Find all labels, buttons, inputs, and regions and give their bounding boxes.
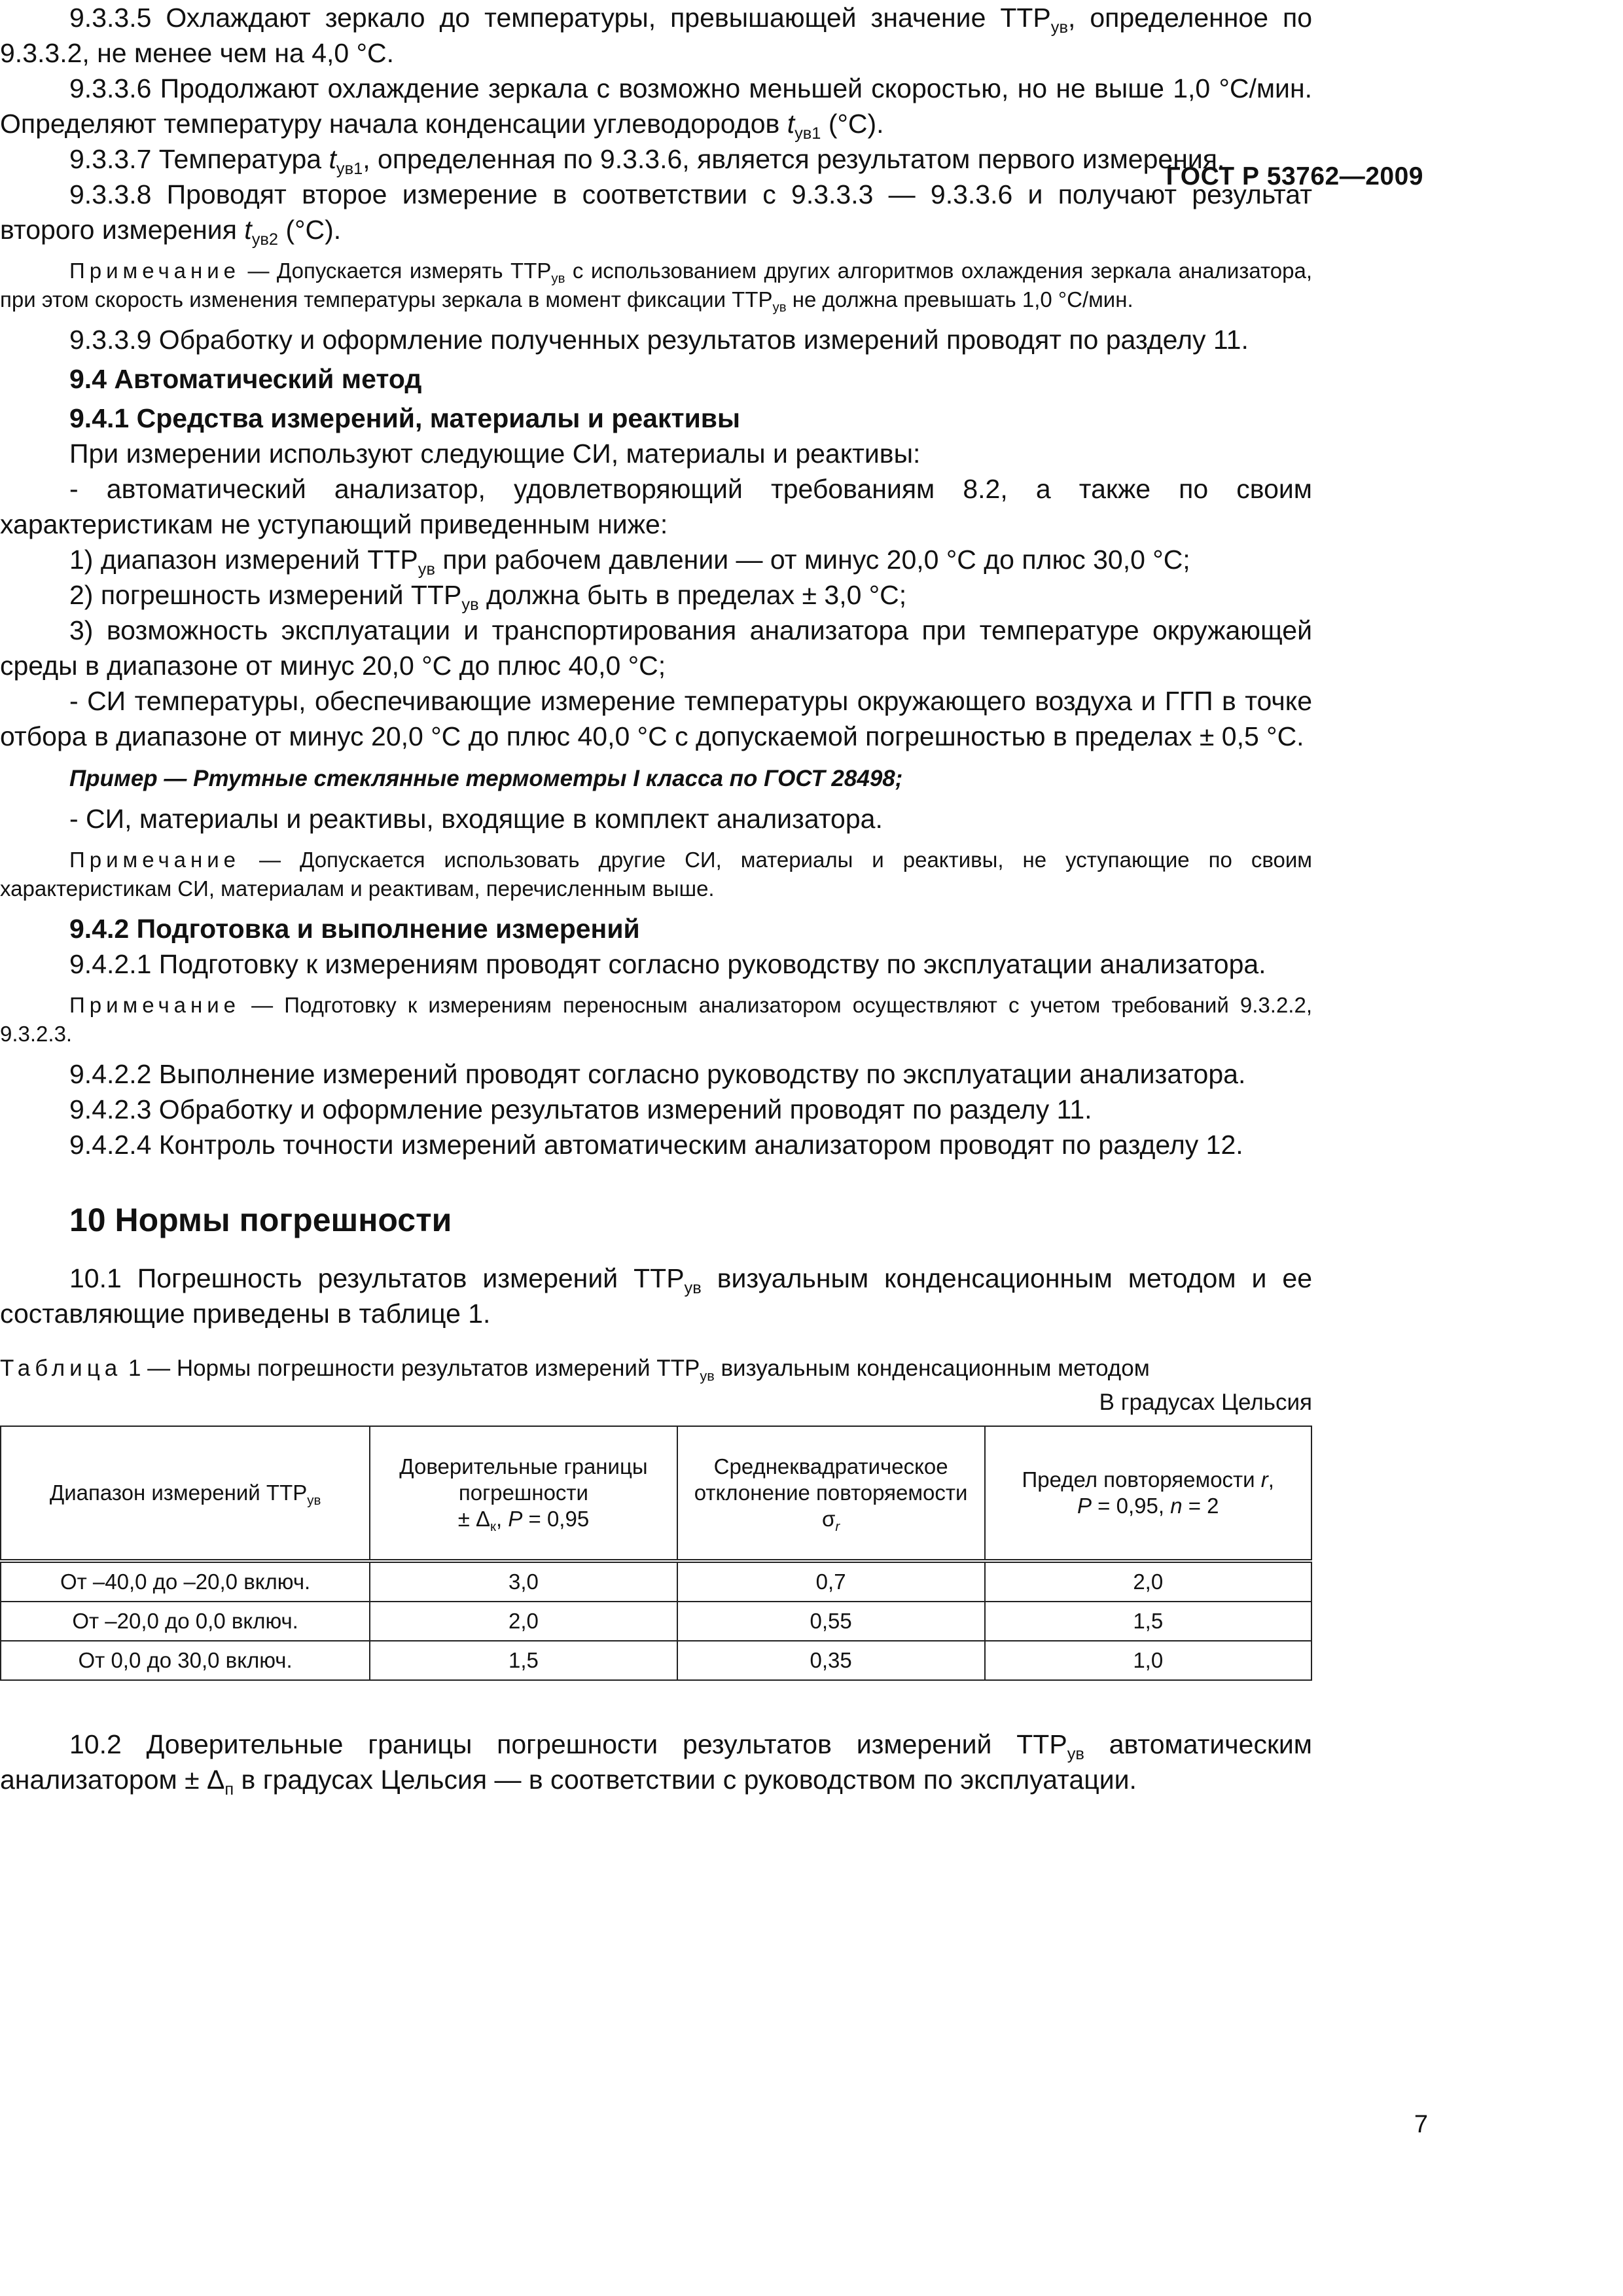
paragraph-9-3-3-6: 9.3.3.6 Продолжают охлаждение зеркала с возможно меньшей скоростью, но не выше 1,0 °С/мин. Определяют температуру начала конденсации углеводородов $t_{ув1}$ (°С). bbox=[0, 73, 1312, 143]
list-item-2: 2) погрешность измерений $ТТР_{ув}$ должна быть в пределах ± 3,0 °С; bbox=[69, 580, 907, 614]
header-std-deviation: Среднеквадратическое отклонение повторяемости $\sigma_r$ bbox=[677, 1426, 985, 1561]
paragraph-10-1: 10.1 Погрешность результатов измерений $ТТР_{ув}$ визуальным конденсационным методом и ее составляющие приведены в таблице 1. bbox=[0, 1263, 1313, 1329]
cell-confidence: 1,5 bbox=[370, 1641, 677, 1680]
paragraph-9-4-2-2: 9.4.2.2 Выполнение измерений проводят согласно руководству по эксплуатации анализатора. bbox=[69, 1059, 1246, 1089]
note-other-instruments: Примечание — Допускается использовать другие СИ, материалы и реактивы, не уступающие по своим характеристикам СИ, материалам и реактивам, перечисленным выше. bbox=[0, 848, 1312, 901]
cell-std: 0,7 bbox=[677, 1561, 985, 1602]
heading-9-4-1: 9.4.1 Средства измерений, материалы и реактивы bbox=[69, 403, 740, 433]
cell-range: От –40,0 до –20,0 включ. bbox=[1, 1561, 370, 1602]
paragraph-9-4-1-thermometers: - СИ температуры, обеспечивающие измерение температуры окружающего воздуха и ГГП в точке отбора в диапазоне от минус 20,0 °С до плюс 40,0 °С с допускаемой погрешностью в пределах ± 0,5 °С. bbox=[0, 686, 1312, 751]
paragraph-9-3-3-9: 9.3.3.9 Обработку и оформление полученных результатов измерений проводят по разделу 11. bbox=[69, 325, 1249, 355]
document-header: ГОСТ Р 53762—2009 bbox=[1166, 162, 1423, 190]
header-repeatability-limit: Предел повторяемости r, P = 0,95, n = 2 bbox=[985, 1426, 1311, 1561]
paragraph-9-3-3-7: 9.3.3.7 Температура $t_{ув1}$, определенная по 9.3.3.6, является результатом первого измерения. bbox=[69, 144, 1225, 178]
list-item-1: 1) диапазон измерений $ТТР_{ув}$ при рабочем давлении — от минус 20,0 °С до плюс 30,0 °С; bbox=[69, 545, 1190, 579]
table-row bbox=[1, 1641, 1311, 1680]
page-number: 7 bbox=[1414, 2111, 1428, 2138]
table-row bbox=[1, 1602, 1311, 1641]
cell-std: 0,35 bbox=[677, 1641, 985, 1680]
paragraph-9-4-1-intro: При измерении используют следующие СИ, материалы и реактивы: bbox=[69, 439, 921, 469]
note-measure-algorithms: Примечание — Допускается измерять $ТТР_{ув}$ с использованием других алгоритмов охлаждения зеркала анализатора, при этом скорость изменения температуры зеркала в момент фиксации $ТТР_{ув}$ не должна превышать 1,0 °С/мин. bbox=[0, 259, 1312, 315]
cell-range: От 0,0 до 30,0 включ. bbox=[1, 1641, 370, 1680]
heading-section-10: 10 Нормы погрешности bbox=[69, 1202, 452, 1238]
paragraph-9-4-2-3: 9.4.2.3 Обработку и оформление результатов измерений проводят по разделу 11. bbox=[69, 1094, 1092, 1124]
note-portable-analyzer: Примечание — Подготовку к измерениям переносным анализатором осуществляют с учетом требований 9.3.2.2, 9.3.2.3. bbox=[0, 993, 1312, 1046]
cell-limit: 1,0 bbox=[985, 1641, 1311, 1680]
example-thermometers: Пример — Ртутные стеклянные термометры I класса по ГОСТ 28498; bbox=[69, 766, 903, 791]
cell-confidence: 2,0 bbox=[370, 1602, 677, 1641]
paragraph-9-4-2-4: 9.4.2.4 Контроль точности измерений автоматическим анализатором проводят по разделу 12. bbox=[69, 1130, 1243, 1160]
cell-confidence: 3,0 bbox=[370, 1561, 677, 1602]
table-1-caption: Таблица 1 — Нормы погрешности результатов измерений $ТТР_{ув}$ визуальным конденсационным методом bbox=[0, 1355, 1150, 1384]
paragraph-9-3-3-5: 9.3.3.5 Охлаждают зеркало до температуры, превышающей значение $ТТР_{ув}$, определенное по 9.3.3.2, не менее чем на 4,0 °С. bbox=[0, 3, 1312, 68]
heading-9-4: 9.4 Автоматический метод bbox=[69, 364, 422, 394]
paragraph-9-4-2-1: 9.4.2.1 Подготовку к измерениям проводят согласно руководству по эксплуатации анализатора. bbox=[69, 949, 1266, 979]
paragraph-10-2: 10.2 Доверительные границы погрешности результатов измерений $ТТР_{ув}$ автоматическим анализатором ± $\Delta_п$ в градусах Цельсия — в соответствии с руководством по эксплуатации. bbox=[0, 1729, 1312, 1799]
cell-limit: 1,5 bbox=[985, 1602, 1311, 1641]
header-confidence-bounds: Доверительные границы погрешности ± $\Delta_к$, P = 0,95 bbox=[370, 1426, 677, 1561]
paragraph-9-4-1-analyzer: - автоматический анализатор, удовлетворяющий требованиям 8.2, а также по своим характеристикам не уступающий приведенным ниже: bbox=[0, 474, 1312, 539]
paragraph-9-4-1-kit: - СИ, материалы и реактивы, входящие в комплект анализатора. bbox=[69, 804, 883, 834]
paragraph-9-3-3-8: 9.3.3.8 Проводят второе измерение в соответствии с 9.3.3.3 — 9.3.3.6 и получают результат второго измерения $t_{ув2}$ (°С). bbox=[0, 179, 1312, 249]
table-1-units: В градусах Цельсия bbox=[1099, 1390, 1312, 1415]
cell-limit: 2,0 bbox=[985, 1561, 1311, 1602]
cell-range: От –20,0 до 0,0 включ. bbox=[1, 1602, 370, 1641]
cell-std: 0,55 bbox=[677, 1602, 985, 1641]
header-range: Диапазон измерений $ТТР_{ув}$ bbox=[1, 1426, 370, 1561]
heading-9-4-2: 9.4.2 Подготовка и выполнение измерений bbox=[69, 914, 640, 944]
list-item-3: 3) возможность эксплуатации и транспортирования анализатора при температуре окружающей среды в диапазоне от минус 20,0 °С до плюс 40,0 °С; bbox=[0, 615, 1312, 681]
table-row bbox=[1, 1561, 1311, 1602]
table-header-row bbox=[1, 1426, 1311, 1561]
table-1 bbox=[0, 1426, 1312, 1681]
